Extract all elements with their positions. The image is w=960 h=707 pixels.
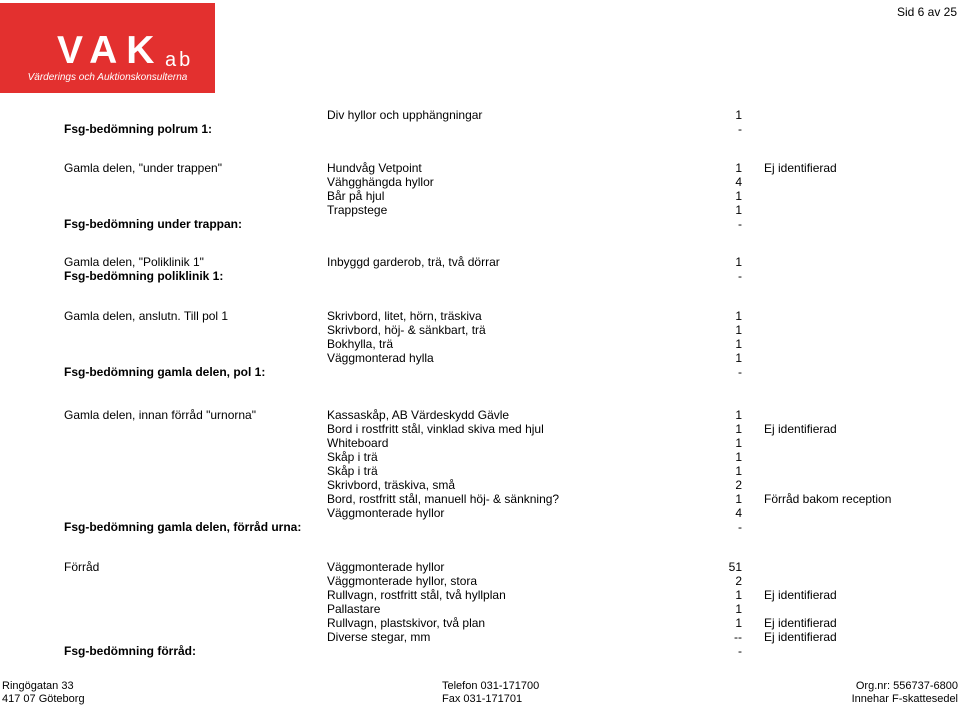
quantity-cell: 1 bbox=[735, 408, 742, 422]
summary-label: Fsg-bedömning gamla delen, förråd urna: bbox=[64, 520, 302, 534]
quantity-cell: 1 bbox=[735, 588, 742, 602]
item-cell: Rullvagn, rostfritt stål, två hyllplan bbox=[327, 588, 506, 602]
quantity-cell: 1 bbox=[735, 492, 742, 506]
table-row bbox=[0, 560, 960, 574]
quantity-cell: - bbox=[738, 520, 742, 534]
item-cell: Rullvagn, plastskivor, två plan bbox=[327, 616, 486, 630]
summary-label: Fsg-bedömning under trappan: bbox=[64, 217, 242, 231]
summary-label: Fsg-bedömning gamla delen, pol 1: bbox=[64, 365, 266, 379]
summary-row bbox=[0, 365, 960, 379]
quantity-cell: 1 bbox=[735, 436, 742, 450]
item-cell: Inbyggd garderob, trä, två dörrar bbox=[327, 255, 500, 269]
item-cell: Väggmonterade hyllor, stora bbox=[327, 574, 478, 588]
item-cell: Bord, rostfritt stål, manuell höj- & sänkning? bbox=[327, 492, 560, 506]
quantity-cell: - bbox=[738, 269, 742, 283]
quantity-cell: - bbox=[738, 122, 742, 136]
item-cell: Skrivbord, litet, hörn, träskiva bbox=[327, 309, 482, 323]
quantity-cell: - bbox=[738, 365, 742, 379]
item-cell: Skrivbord, höj- & sänkbart, trä bbox=[327, 323, 486, 337]
summary-row bbox=[0, 122, 960, 136]
quantity-cell: - bbox=[738, 644, 742, 658]
quantity-cell: 1 bbox=[735, 323, 742, 337]
note-cell: Ej identifierad bbox=[764, 422, 837, 436]
table-row bbox=[0, 506, 960, 520]
summary-label: Fsg-bedömning poliklinik 1: bbox=[64, 269, 224, 283]
table-row bbox=[0, 630, 960, 644]
quantity-cell: 4 bbox=[735, 506, 742, 520]
table-row bbox=[0, 108, 960, 122]
footer-phone: Telefon 031-171700 bbox=[442, 680, 540, 692]
note-cell: Ej identifierad bbox=[764, 616, 837, 630]
table-row bbox=[0, 478, 960, 492]
table-row bbox=[0, 309, 960, 323]
table-row bbox=[0, 464, 960, 478]
item-cell: Skrivbord, träskiva, små bbox=[327, 478, 456, 492]
quantity-cell: 4 bbox=[735, 175, 742, 189]
table-row bbox=[0, 255, 960, 269]
quantity-cell: 1 bbox=[735, 337, 742, 351]
footer-line-1 bbox=[0, 679, 960, 693]
summary-label: Fsg-bedömning polrum 1: bbox=[64, 122, 212, 136]
item-cell: Väggmonterade hyllor bbox=[327, 506, 445, 520]
item-cell: Bord i rostfritt stål, vinklad skiva med hjul bbox=[327, 422, 544, 436]
item-cell: Skåp i trä bbox=[327, 464, 378, 478]
logo-tagline: Värderings och Auktionskonsulterna bbox=[27, 72, 188, 83]
table-row bbox=[0, 616, 960, 630]
item-cell: Hundvåg Vetpoint bbox=[327, 161, 422, 175]
summary-row bbox=[0, 217, 960, 231]
quantity-cell: 1 bbox=[735, 203, 742, 217]
table-row bbox=[0, 161, 960, 175]
table-row bbox=[0, 337, 960, 351]
summary-row bbox=[0, 269, 960, 283]
table-row bbox=[0, 351, 960, 365]
table-row bbox=[0, 323, 960, 337]
item-cell: Väggmonterade hyllor bbox=[327, 560, 445, 574]
table-row bbox=[0, 189, 960, 203]
logo-suffix: ab bbox=[165, 49, 194, 71]
item-cell: Div hyllor och upphängningar bbox=[327, 108, 483, 122]
footer-fax: Fax 031-171701 bbox=[442, 693, 523, 705]
table-row bbox=[0, 588, 960, 602]
quantity-cell: 2 bbox=[735, 574, 742, 588]
quantity-cell: - bbox=[738, 217, 742, 231]
quantity-cell: 51 bbox=[728, 560, 742, 574]
quantity-cell: 1 bbox=[735, 422, 742, 436]
item-cell: Bår på hjul bbox=[327, 189, 385, 203]
note-cell: Ej identifierad bbox=[764, 161, 837, 175]
area-cell: Gamla delen, anslutn. Till pol 1 bbox=[64, 309, 229, 323]
company-logo bbox=[0, 3, 215, 93]
table-row bbox=[0, 492, 960, 506]
item-cell: Pallastare bbox=[327, 602, 381, 616]
item-cell: Väggmonterad hylla bbox=[327, 351, 434, 365]
summary-label: Fsg-bedömning förråd: bbox=[64, 644, 196, 658]
summary-row bbox=[0, 520, 960, 534]
quantity-cell: 1 bbox=[735, 108, 742, 122]
quantity-cell: 1 bbox=[735, 464, 742, 478]
table-row bbox=[0, 175, 960, 189]
footer-tax-note: Innehar F-skattesedel bbox=[851, 693, 958, 705]
area-cell: Gamla delen, "under trappen" bbox=[64, 161, 222, 175]
table-row bbox=[0, 574, 960, 588]
summary-row bbox=[0, 644, 960, 658]
page-number: Sid 6 av 25 bbox=[896, 5, 957, 19]
note-cell: Förråd bakom reception bbox=[764, 492, 892, 506]
note-cell: Ej identifierad bbox=[764, 630, 837, 644]
table-row bbox=[0, 436, 960, 450]
table-row bbox=[0, 203, 960, 217]
quantity-cell: 1 bbox=[735, 450, 742, 464]
item-cell: Whiteboard bbox=[327, 436, 389, 450]
table-row bbox=[0, 422, 960, 436]
area-cell: Gamla delen, innan förråd "urnorna" bbox=[64, 408, 256, 422]
footer-org-nr: Org.nr: 556737-6800 bbox=[855, 680, 958, 692]
quantity-cell: 1 bbox=[735, 161, 742, 175]
area-cell: Förråd bbox=[64, 560, 100, 574]
item-cell: Skåp i trä bbox=[327, 450, 378, 464]
quantity-cell: 1 bbox=[735, 351, 742, 365]
item-cell: Trappstege bbox=[327, 203, 388, 217]
footer-line-2 bbox=[0, 692, 960, 706]
note-cell: Ej identifierad bbox=[764, 588, 837, 602]
quantity-cell: 2 bbox=[735, 478, 742, 492]
item-cell: Diverse stegar, mm bbox=[327, 630, 431, 644]
quantity-cell: -- bbox=[734, 630, 742, 644]
quantity-cell: 1 bbox=[735, 309, 742, 323]
quantity-cell: 1 bbox=[735, 189, 742, 203]
table-row bbox=[0, 450, 960, 464]
quantity-cell: 1 bbox=[735, 255, 742, 269]
item-cell: Bokhylla, trä bbox=[327, 337, 394, 351]
footer-address-city: 417 07 Göteborg bbox=[2, 693, 85, 705]
table-row bbox=[0, 602, 960, 616]
table-row bbox=[0, 408, 960, 422]
item-cell: Kassaskåp, AB Värdeskydd Gävle bbox=[327, 408, 510, 422]
quantity-cell: 1 bbox=[735, 602, 742, 616]
item-cell: Vähgghängda hyllor bbox=[327, 175, 434, 189]
footer-address-street: Ringögatan 33 bbox=[2, 680, 74, 692]
logo-letters: VAK bbox=[57, 29, 164, 72]
quantity-cell: 1 bbox=[735, 616, 742, 630]
area-cell: Gamla delen, "Poliklinik 1" bbox=[64, 255, 204, 269]
